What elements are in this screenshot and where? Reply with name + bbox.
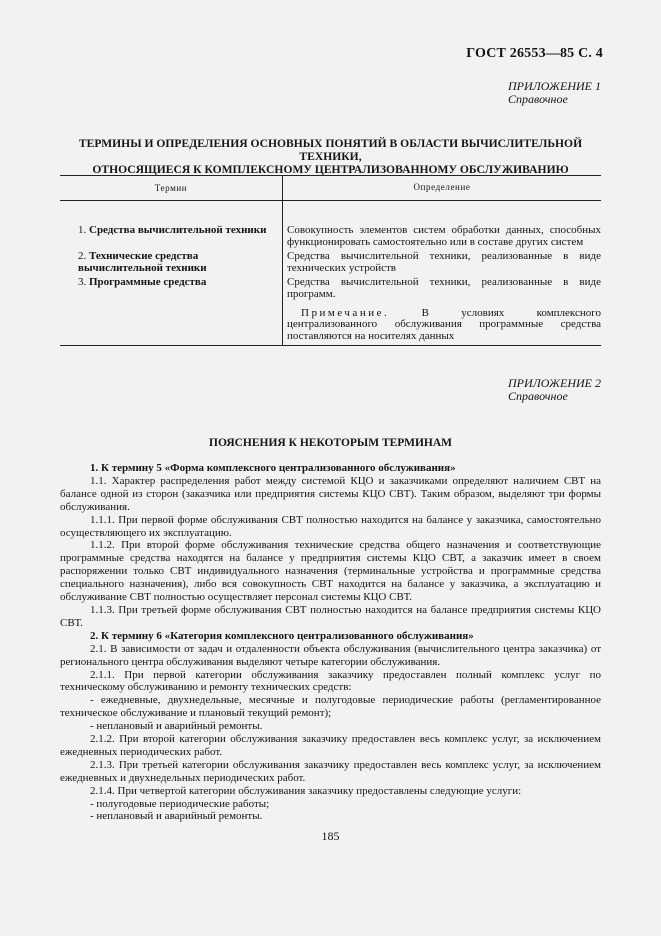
terms-table [60,175,601,346]
body-text [60,462,601,823]
table-row [60,248,601,274]
appendix-1-label [508,80,601,106]
list-item: - неплановый и аварийный ремонты. [90,720,263,733]
list-item: - полугодовые периодические работы; [90,797,270,810]
def-cell: Средства вычислительной техники, реализованные в виде технических устройств [287,250,601,274]
section-title-1-line1: ТЕРМИНЫ И ОПРЕДЕЛЕНИЯ ОСНОВНЫХ ПОНЯТИЙ В ОБЛАСТИ ВЫЧИСЛИТЕЛЬНОЙ ТЕХНИКИ, [78,137,583,163]
col-def-header: Определение [413,182,471,193]
table-note [287,308,601,343]
section-title-1 [60,137,601,176]
term-number: 3. [78,276,87,289]
term-label: Программные средства [89,276,207,289]
paragraph-heading: 2. К термину 6 «Категория комплексного централизованного обслуживания» [90,629,474,642]
def-cell [283,274,601,345]
note-label: Примечание. [301,306,390,319]
paragraph: 2.1. В зависимости от задач и отдаленности объекта обслуживания (вычислительного центра заказчика) от регионального центра обслуживания выделяют четыре категории обслуживания. [60,642,601,668]
table-row [60,274,601,346]
paragraph-heading: 1. К термину 5 «Форма комплексного централизованного обслуживания» [90,462,456,474]
term-number: 1. [78,224,87,236]
note-text: В условиях комплексного централизованного обслуживания программные средства поставляются на носителях данных [287,306,601,342]
standard-header: ГОСТ 26553—85 С. 4 [466,46,603,61]
table-row [60,201,601,248]
term-cell [60,274,283,345]
term-number: 2. [78,250,87,263]
list-item: - ежедневные, двухнедельные, месячные и полугодовые периодические работы (регламентированное техническое обслуживание и плановый текущий ремонт); [60,694,601,720]
section-title-2: ПОЯСНЕНИЯ К НЕКОТОРЫМ ТЕРМИНАМ [209,437,452,449]
appendix-2-sub: Справочное [508,389,568,403]
appendix-2-label [508,377,601,403]
appendix-1-title: ПРИЛОЖЕНИЕ 1 [508,79,601,93]
paragraph: 1.1.3. При третьей форме обслуживания СВТ полностью находится на балансе предприятия системы КЦО СВТ. [60,603,601,629]
paragraph: 2.1.4. При четвертой категории обслуживания заказчику предоставлены следующие услуги: [90,784,522,797]
term-label: Средства вычислительной техники [89,224,267,236]
appendix-2-title: ПРИЛОЖЕНИЕ 2 [508,376,601,390]
paragraph: 2.1.2. При второй категории обслуживания заказчику предоставлен весь комплекс услуг, за исключением ежедневных периодических работ. [60,733,601,758]
paragraph: 2.1.3. При третьей категории обслуживания заказчику предоставлен весь комплекс услуг, за исключением ежедневных и двухнедельных периодических работ. [60,758,601,784]
table-header [60,175,601,201]
term-text [60,225,282,237]
paragraph: 1.1. Характер распределения работ между системой КЦО и заказчиками определяют наличием СВТ на балансе одной из сторон (заказчика или предприятия системы КЦО СВТ). Таким образом, выделяют три формы обслуживания. [60,474,601,513]
col-term-header: Термин [60,176,283,200]
paragraph: 1.1.2. При второй форме обслуживания технические средства общего назначения и соответствующие программные средства находятся на балансе у предприятия системы КЦО СВТ, а заказчик имеет в своем распоряжении только СВТ индивидуального назначения (терминальные устройства и программные средства специального назначения), либо вся совокупность СВТ находится на балансе у заказчика, а эксплуатацию и обслуживание СВТ полностью осуществляет персонал системы КЦО СВТ. [60,539,601,604]
term-cell [60,201,283,248]
paragraph: 2.1.1. При первой категории обслуживания заказчику предоставлен полный комплекс услуг по техническому обслуживанию и ремонту технических средств: [60,668,601,694]
term-text [60,277,282,289]
term-label: Технические средства вычислительной техники [78,250,207,274]
page-number: 185 [321,829,340,843]
appendix-1-sub: Справочное [508,92,568,106]
def-text: Средства вычислительной техники, реализованные в виде программ. [287,276,601,300]
paragraph: 1.1.1. При первой форме обслуживания СВТ полностью находится на балансе у заказчика, самостоятельно осуществляющего их эксплуатацию. [60,513,601,539]
term-text [60,251,282,274]
section-title-1-line2: ОТНОСЯЩИЕСЯ К КОМПЛЕКСНОМУ ЦЕНТРАЛИЗОВАННОМУ ОБСЛУЖИВАНИЮ [92,163,569,176]
list-item: - неплановый и аварийный ремонты. [90,810,263,823]
def-cell: Совокупность элементов систем обработки данных, способных функционировать самостоятельно или в составе других систем [287,224,601,248]
term-cell [60,248,283,274]
